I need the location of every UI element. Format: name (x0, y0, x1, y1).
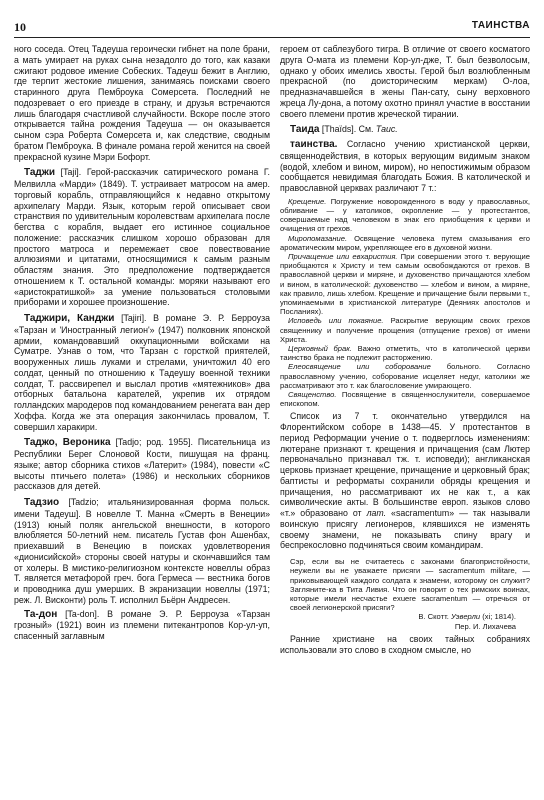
sacrament-confession (280, 316, 530, 344)
continued-paragraph: ного соседа. Отец Тадеуша героически гибнет на поле брани, а мать умирает на руках сына незадолго до того, как казаки сжигают родовое имение Собеских. Тадеуш бежит в Англию, где терпит жестокие лишения, занимаясь поисками своего старинного друга Пемброука Сомерсета. Последний не подозревает о его приезде в страну, и друзья встречаются лишь благодаря счастливой случайности. Вскоре после этого открывается тайна рождения Тадеуша — он оказывается сыном сэра Роберта Сомерсета и, как следствие, сводным братом Пемброука. В финале романа герой женится на своей прекрасной кузине Мэри Бофорт. (14, 44, 270, 162)
sacrament-baptism (280, 197, 530, 234)
continued-paragraph: героем от саблезубого тигра. В отличие от своего косматого друга О-мата из племени Кор-ул-дже, Т. был безволосым, однако у обоих имелись хвосты. Герой был возлюбленным прекрасной (по доисторическим меркам) О-лоа, предназначавшейся в жены Пан-сату, сыну верховного жреца Лу-дона, а потому охотно принял участие в восстании своего племени против жреческой тирании. (280, 44, 530, 119)
header-rule (14, 37, 530, 38)
entry-tainstva (280, 139, 530, 194)
sacrament-term: Церковный брак. (288, 344, 352, 353)
sacrament-chrismation (280, 234, 530, 252)
sacrament-text: Раскрытие верующим своих грехов священнику и получение прощения (отпущение грехов) от имени Христа. (280, 316, 530, 344)
quote-source: В. Скотт. Уэверли (xi; 1814). (418, 612, 516, 622)
entry-tadjo (14, 437, 270, 492)
entry-headword: Таджи (24, 167, 56, 179)
sacrament-term: Елеосвящение или соборование (288, 362, 431, 372)
cross-reference: Таис. (375, 124, 398, 135)
sacrament-text: Освящение человека путем смазывания его ароматическим миром, укрепляющее его в духовной жизни. (280, 233, 530, 252)
sacrament-term: Священство. (288, 390, 337, 400)
sacrament-text: Посвящение в священнослужители, совершаемое епископом. (280, 390, 530, 409)
sacrament-term: Исповедь или покаяние. (288, 316, 384, 326)
entry-text: Согласно учению христианской церкви, священнодействия, в которых верующим видимым знаком (водой, хлебом и вином, миром), но непостижимым образом сообщается невидимая благодать Божия. В католической и православной церквах различают 7 т.: (280, 139, 530, 193)
sacrament-term: Причащение или евхаристия. (288, 251, 398, 261)
entry-text: [Ta-don]. В романе Э. Р. Берроуза «Тарзан грозный» (1921) воин из племени питекантропов Кор-ул-уп, спасенный заглавным (14, 608, 270, 641)
entry-text: [Tadzio; итальянизированная форма польск. имени Тадеуш]. В новелле Т. Манна «Смерть в Венеции» (1913) юный поляк ангельской внешности, в которого влюбляется 50-летний нем. писатель Густав фон Ашенбах, приехавший в Венецию в поисках удовлетворения «дионисийской» стороны своей натуры и скончавшийся там от холеры. В мистико-религиозном контексте новеллы образ Т. является метафорой греч. бога Гермеса — вестника богов и проводника душ умерших. В экранизации новеллы (1971; реж. Л. Висконти) роль Т. исполнил Бьёрн Андресен. (14, 497, 270, 605)
entry-text: [Taji]. Герой-рассказчик сатирического романа Г. Мелвилла «Марди» (1849). Т. устраивает матросом на амер. торговый корабль, отправляющийся к недавно открытому архипелагу Марди. Язык, которым герой описывает свои странствия по удивительным королевствам архипелага после бегства с корабля, выдает его истинное социальное положение: рассказчик слишком хорошо образован для простого матроса и перемежает свое повествование аллюзиями и цитатами, относящимися к самым разным областям знания. Это предположение подтверждается отношением к Т. остальной команды: моряки называют его «аристократишкой» за умение пользоваться столовыми приборами и хорошее произношение. (14, 167, 270, 308)
entry-tadzio (14, 497, 270, 606)
entry-tajiri (14, 313, 270, 432)
sacrament-text: Погружение новорожденного в воду у православных, обливание — у католиков, окропление — у протестантов, совершаемые над человеком в знак его приобщения к церкви и очищения от грехов. (280, 196, 530, 234)
entry-headword: Та-дон (24, 608, 58, 620)
sacrament-unction (280, 362, 530, 390)
sacrament-marriage (280, 344, 530, 362)
page-header (0, 0, 544, 40)
entry-headword: Таджири, Канджи (24, 313, 115, 324)
entry-taji (14, 167, 270, 308)
sacrament-text: При совершении этого т. верующие приобщаются к Христу и тем самым освобождаются от грехов. В православной церкви и мирянe, и духовенство причащаются хлебом и вином, в католической: духовенство — хлебом и вином, а миряне, как правило, лишь хлебом. Крещение и причащение были первыми т., упоминаемыми в христианской литературе (Деяниях апостолов и Посланиях). (280, 251, 530, 317)
paragraph-list: Список из 7 т. окончательно утвердился на Флорентийском соборе в 1438—45. У протестантов в период Реформации учение о т. подверглось изменениям: лютеране признают т. крещения и причащения (сам Лютер первоначально признавал тж. т. исповеди); англиканская церковь признает крещение, причащение и церковный брак; баптисты и реформаты сохранили обряды крещения и причащения, но рассматривают их не как т., а как символические акты. В большинстве европ. языков слово «т.» образовано от лат. «sacramentum» — так называли воинскую присягу легионеров, клявшихся не изменять своему знамени, не показывать спину врагу и беспрекословно подчиняться своим командирам. (280, 411, 530, 551)
block-quote: Сэр, если вы не считаетесь с законами благопристойности, неужели вы не уважаете присяги — sacramentum militare, — приковывающей каждого солдата к знамени, которому он служит? Загляните-ка в Тита Ливия. Что он говорит о тех римских воинах, которые имели несчастье exuere sacramentum — отречься от своей легионерской присяги? (290, 557, 530, 613)
entry-taida (280, 124, 530, 136)
sacrament-eucharist (280, 252, 530, 316)
sacrament-term: Крещение. (288, 196, 327, 206)
entry-text: [Tajiri]. В романе Э. Р. Берроуза «Тарзан и 'Иностранный легион'» (1947) полковник японской армии, командовавший оккупационными войсками на Суматре. Узнав о том, что Тарзан с горсткой приятелей, вооруженных лишь луками и стрелами, уничтожил 40 его солдат, ценный по отношению к Тадеушу военной техники солдат, Т. рассвирепел и выслал против «мятежников» два отборных батальона карателей, укрепив их отрядом голландских мародеров под командованием ренегата ван дер Хоффа. Когда же эта операция закончилась провалом, Т. совершил харакири. (14, 313, 270, 432)
entry-headword: Тадзио (24, 497, 60, 508)
quote-translator: Пер. И. Лихачева (454, 621, 516, 631)
entry-text: [Thaïds]. См. (319, 124, 376, 135)
running-head: ТАИНСТВА (471, 20, 530, 31)
sacrament-text: больного. Согласно православному учению, соборование исцеляет недуг, католики же рассматривают это т. как благословение умирающего. (280, 362, 530, 390)
paragraph-end: Ранние христиане на своих тайных собраниях использовали это слово в сходном смысле, но (280, 633, 530, 655)
entry-headword: таинства. (290, 139, 338, 150)
right-column (280, 44, 530, 794)
entry-headword: Таида (290, 124, 320, 136)
sacrament-ordination (280, 390, 530, 408)
entry-ta-don (14, 609, 270, 642)
sacrament-term: Миропомазание. (288, 233, 348, 243)
entry-text: [Tadjo; род. 1955]. Писательница из Республики Берег Слоновой Кости, пишущая на франц. языке; автор сборника стихов «Латерит» (1984), повести «С высоты птичьего полета» (1986) и нескольких сборников рассказов для детей. (14, 437, 270, 492)
entry-headword: Таджо, Вероника (24, 437, 111, 449)
left-column (14, 44, 270, 794)
page-number: 10 (14, 20, 26, 34)
sacrament-text: Важно отметить, что в католической церкви таинство брака не подлежит расторжению. (280, 344, 530, 363)
